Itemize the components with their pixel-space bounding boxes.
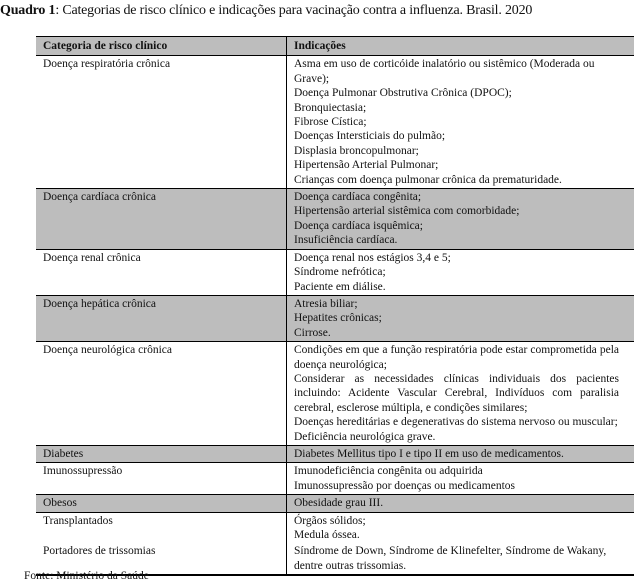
indication-item: Atresia biliar; — [294, 297, 358, 310]
indication-item: Fibrose Cística; — [294, 116, 367, 129]
indications-cell — [287, 543, 634, 575]
indication-item: Considerar as necessidades clínicas individuais dos pacientes incluindo: Acidente Vascular Cerebral, Indivíduos com paralisia cerebral, esclerose múltipla, e condições similares; — [294, 372, 619, 414]
table-caption — [0, 3, 532, 19]
indication-item: Doença cardíaca isquêmica; — [294, 219, 423, 232]
indication-item: Hipertensão Arterial Pulmonar; — [294, 159, 439, 172]
indications-cell — [287, 295, 634, 341]
indications-cell — [287, 56, 634, 189]
indication-item: Doença renal nos estágios 3,4 e 5; — [294, 251, 451, 264]
category-cell: Doença hepática crônica — [36, 295, 287, 341]
category-cell: Obesos — [36, 495, 287, 512]
indication-item: Órgãos sólidos; — [294, 514, 366, 527]
caption-text: : Categorias de risco clínico e indicações para vacinação contra a influenza. Brasil. 2020 — [55, 3, 533, 18]
caption-label: Quadro 1 — [0, 3, 56, 18]
table-row — [36, 495, 634, 512]
indication-item: Síndrome nefrótica; — [294, 266, 386, 279]
indications-cell — [287, 495, 634, 512]
category-cell: Doença cardíaca crônica — [36, 189, 287, 250]
indication-item: Displasia broncopulmonar; — [294, 144, 419, 157]
category-cell: Doença respiratória crônica — [36, 56, 287, 189]
table-row — [36, 249, 634, 295]
source-note: Fonte: Ministério da Saúde — [24, 570, 149, 582]
indications-cell — [287, 189, 634, 250]
indications-cell — [287, 249, 634, 295]
indication-item: Asma em uso de corticóide inalatório ou sistêmico (Moderada ou Grave); — [294, 58, 595, 85]
category-cell: Doença neurológica crônica — [36, 342, 287, 446]
indication-item: Hepatites crônicas; — [294, 312, 382, 325]
indication-item: Diabetes Mellitus tipo I e tipo II em uso de medicamentos. — [294, 447, 564, 460]
indication-item: Síndrome de Down, Síndrome de Klinefelter, Síndrome de Wakany, dentre outras trissomias. — [294, 545, 607, 572]
table-row — [36, 445, 634, 462]
indication-item: Imunodeficiência congênita ou adquirida — [294, 465, 483, 478]
category-cell: Portadores de trissomias — [36, 543, 287, 575]
indication-item: Deficiência neurológica grave. — [294, 430, 436, 443]
table-header-row — [36, 37, 634, 56]
table-row — [36, 189, 634, 250]
indication-item: Medula óssea. — [294, 529, 360, 541]
table-row — [36, 295, 634, 341]
risk-category-table — [36, 36, 634, 576]
indication-item: Imunossupressão por doenças ou medicamentos — [294, 479, 516, 492]
table-row — [36, 512, 634, 543]
indication-item: Crianças com doença pulmonar crônica da prematuridade. — [294, 173, 562, 186]
indication-item: Doenças Intersticiais do pulmão; — [294, 130, 446, 143]
indication-item: Doenças hereditárias e degenerativas do sistema nervoso ou muscular; — [294, 416, 618, 429]
table-row — [36, 463, 634, 495]
indication-item: Bronquiectasia; — [294, 101, 367, 114]
header-category: Categoria de risco clínico — [36, 37, 287, 56]
category-cell: Diabetes — [36, 445, 287, 462]
indications-cell — [287, 463, 634, 495]
category-cell: Transplantados — [36, 512, 287, 543]
indication-item: Insuficiência cardíaca. — [294, 234, 398, 247]
indication-item: Hipertensão arterial sistêmica com comorbidade; — [294, 205, 520, 218]
indications-cell — [287, 445, 634, 462]
indication-item: Obesidade grau III. — [294, 497, 384, 510]
indication-item: Cirrose. — [294, 326, 331, 339]
table-row — [36, 56, 634, 189]
indications-cell — [287, 342, 634, 446]
indication-item: Doença cardíaca congênita; — [294, 191, 422, 204]
table-row — [36, 342, 634, 446]
category-cell: Imunossupressão — [36, 463, 287, 495]
indication-item: Condições em que a função respiratória pode estar comprometida pela doença neurológica; — [294, 344, 619, 371]
header-indications: Indicações — [287, 37, 634, 56]
indication-item: Paciente em diálise. — [294, 280, 386, 293]
category-cell: Doença renal crônica — [36, 249, 287, 295]
indications-cell — [287, 512, 634, 543]
indication-item: Doença Pulmonar Obstrutiva Crônica (DPOC); — [294, 87, 512, 100]
